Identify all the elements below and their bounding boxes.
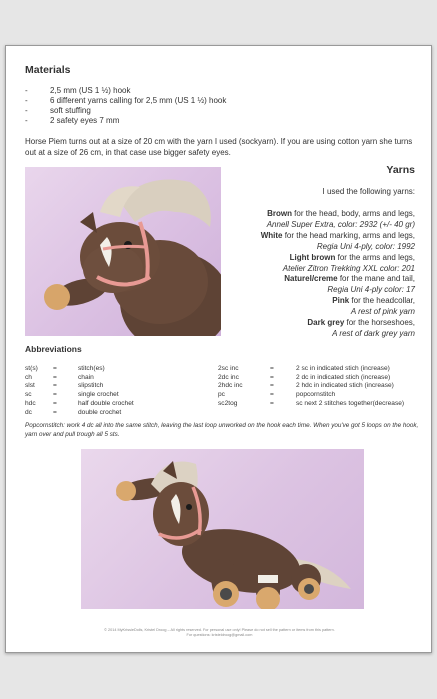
yarn-line: Atelier Zitron Trekking XXL color: 201 xyxy=(282,263,415,273)
abbr-row: st(s) = stitch(es) xyxy=(25,365,105,372)
abbr-row: 2hdc inc = 2 hdc in indicated stich (increase) xyxy=(218,382,394,390)
abbr-row: 2dc inc = 2 dc in indicated stich (increase) xyxy=(218,373,391,381)
horse-full-photo xyxy=(81,449,364,609)
abbr-row: slst = slipstitch xyxy=(25,382,104,390)
abbr-row: pc = popcornstitch xyxy=(218,391,336,399)
yarn-line: A rest of pink yarn xyxy=(350,307,415,317)
yarn-line: A rest of dark grey yarn xyxy=(332,328,415,338)
abbr-row: ch = chain xyxy=(25,373,94,381)
abbreviations-heading: Abbreviations xyxy=(25,344,82,354)
size-intro-text: Horse Piem turns out at a size of 20 cm with the yarn I used (sockyarn). If you are using cotton yarn she turns out at a size of 26 cm, in that case use bigger safety eyes. xyxy=(25,137,413,157)
yarns-list xyxy=(215,209,415,340)
yarn-line: Regia Uni 4-ply color: 17 xyxy=(327,285,415,295)
materials-heading: Materials xyxy=(25,64,71,76)
abbr-row: sc2tog = sc next 2 stitches together(decrease) xyxy=(218,399,405,407)
yarn-line: White for the head marking, arms and legs, xyxy=(260,230,415,240)
list-item: - 2 safety eyes 7 mm xyxy=(25,116,120,125)
yarn-line: Brown for the head, body, arms and legs, xyxy=(267,209,415,218)
yarn-line: Regia Uni 4-ply, color: 1992 xyxy=(316,241,415,251)
copyright-footer: © 2014 MyKrissieDolls, Kristel Droog – All rights reserved. For personal use only! Please do not sell the pattern or items from this pattern. For questions: kristeldroog@gmail.com xyxy=(104,628,335,637)
abbreviations-right xyxy=(218,365,404,409)
yarn-line: Dark grey for the horseshoes, xyxy=(307,318,415,328)
list-item: - 2,5 mm (US 1 ½) hook xyxy=(25,86,131,95)
abbr-row: dc = double crochet xyxy=(25,408,122,416)
horse-head-photo xyxy=(25,167,221,336)
list-item: - soft stuffing xyxy=(25,106,91,115)
abbr-row: sc = single crochet xyxy=(25,391,119,399)
abbr-row: 2sc inc = 2 sc in indicated stich (increase) xyxy=(218,365,390,372)
yarns-intro-text: I used the following yarns: xyxy=(322,187,415,196)
popcorn-stitch-note: Popcornstitch: work 4 dc all into the same stitch, leaving the last loop unworked on the hook each time. When you've got 5 loops on the hook, yarn over and pull trough all 5 sts. xyxy=(25,422,419,438)
yarn-line: Pink for the headcollar, xyxy=(332,296,415,306)
materials-list xyxy=(25,86,226,126)
abbreviations-left xyxy=(25,365,134,417)
abbr-row: hdc = half double crochet xyxy=(25,399,134,407)
yarns-heading: Yarns xyxy=(386,164,415,176)
document-page xyxy=(5,45,432,653)
yarn-line: Naturel/creme for the mane and tail, xyxy=(284,274,415,284)
list-item: - 6 different yarns calling for 2,5 mm (US 1 ½) hook xyxy=(25,96,227,105)
yarn-line: Light brown for the arms and legs, xyxy=(289,252,415,262)
yarn-line: Annell Super Extra, color: 2932 (+/- 40 gr) xyxy=(266,219,415,229)
